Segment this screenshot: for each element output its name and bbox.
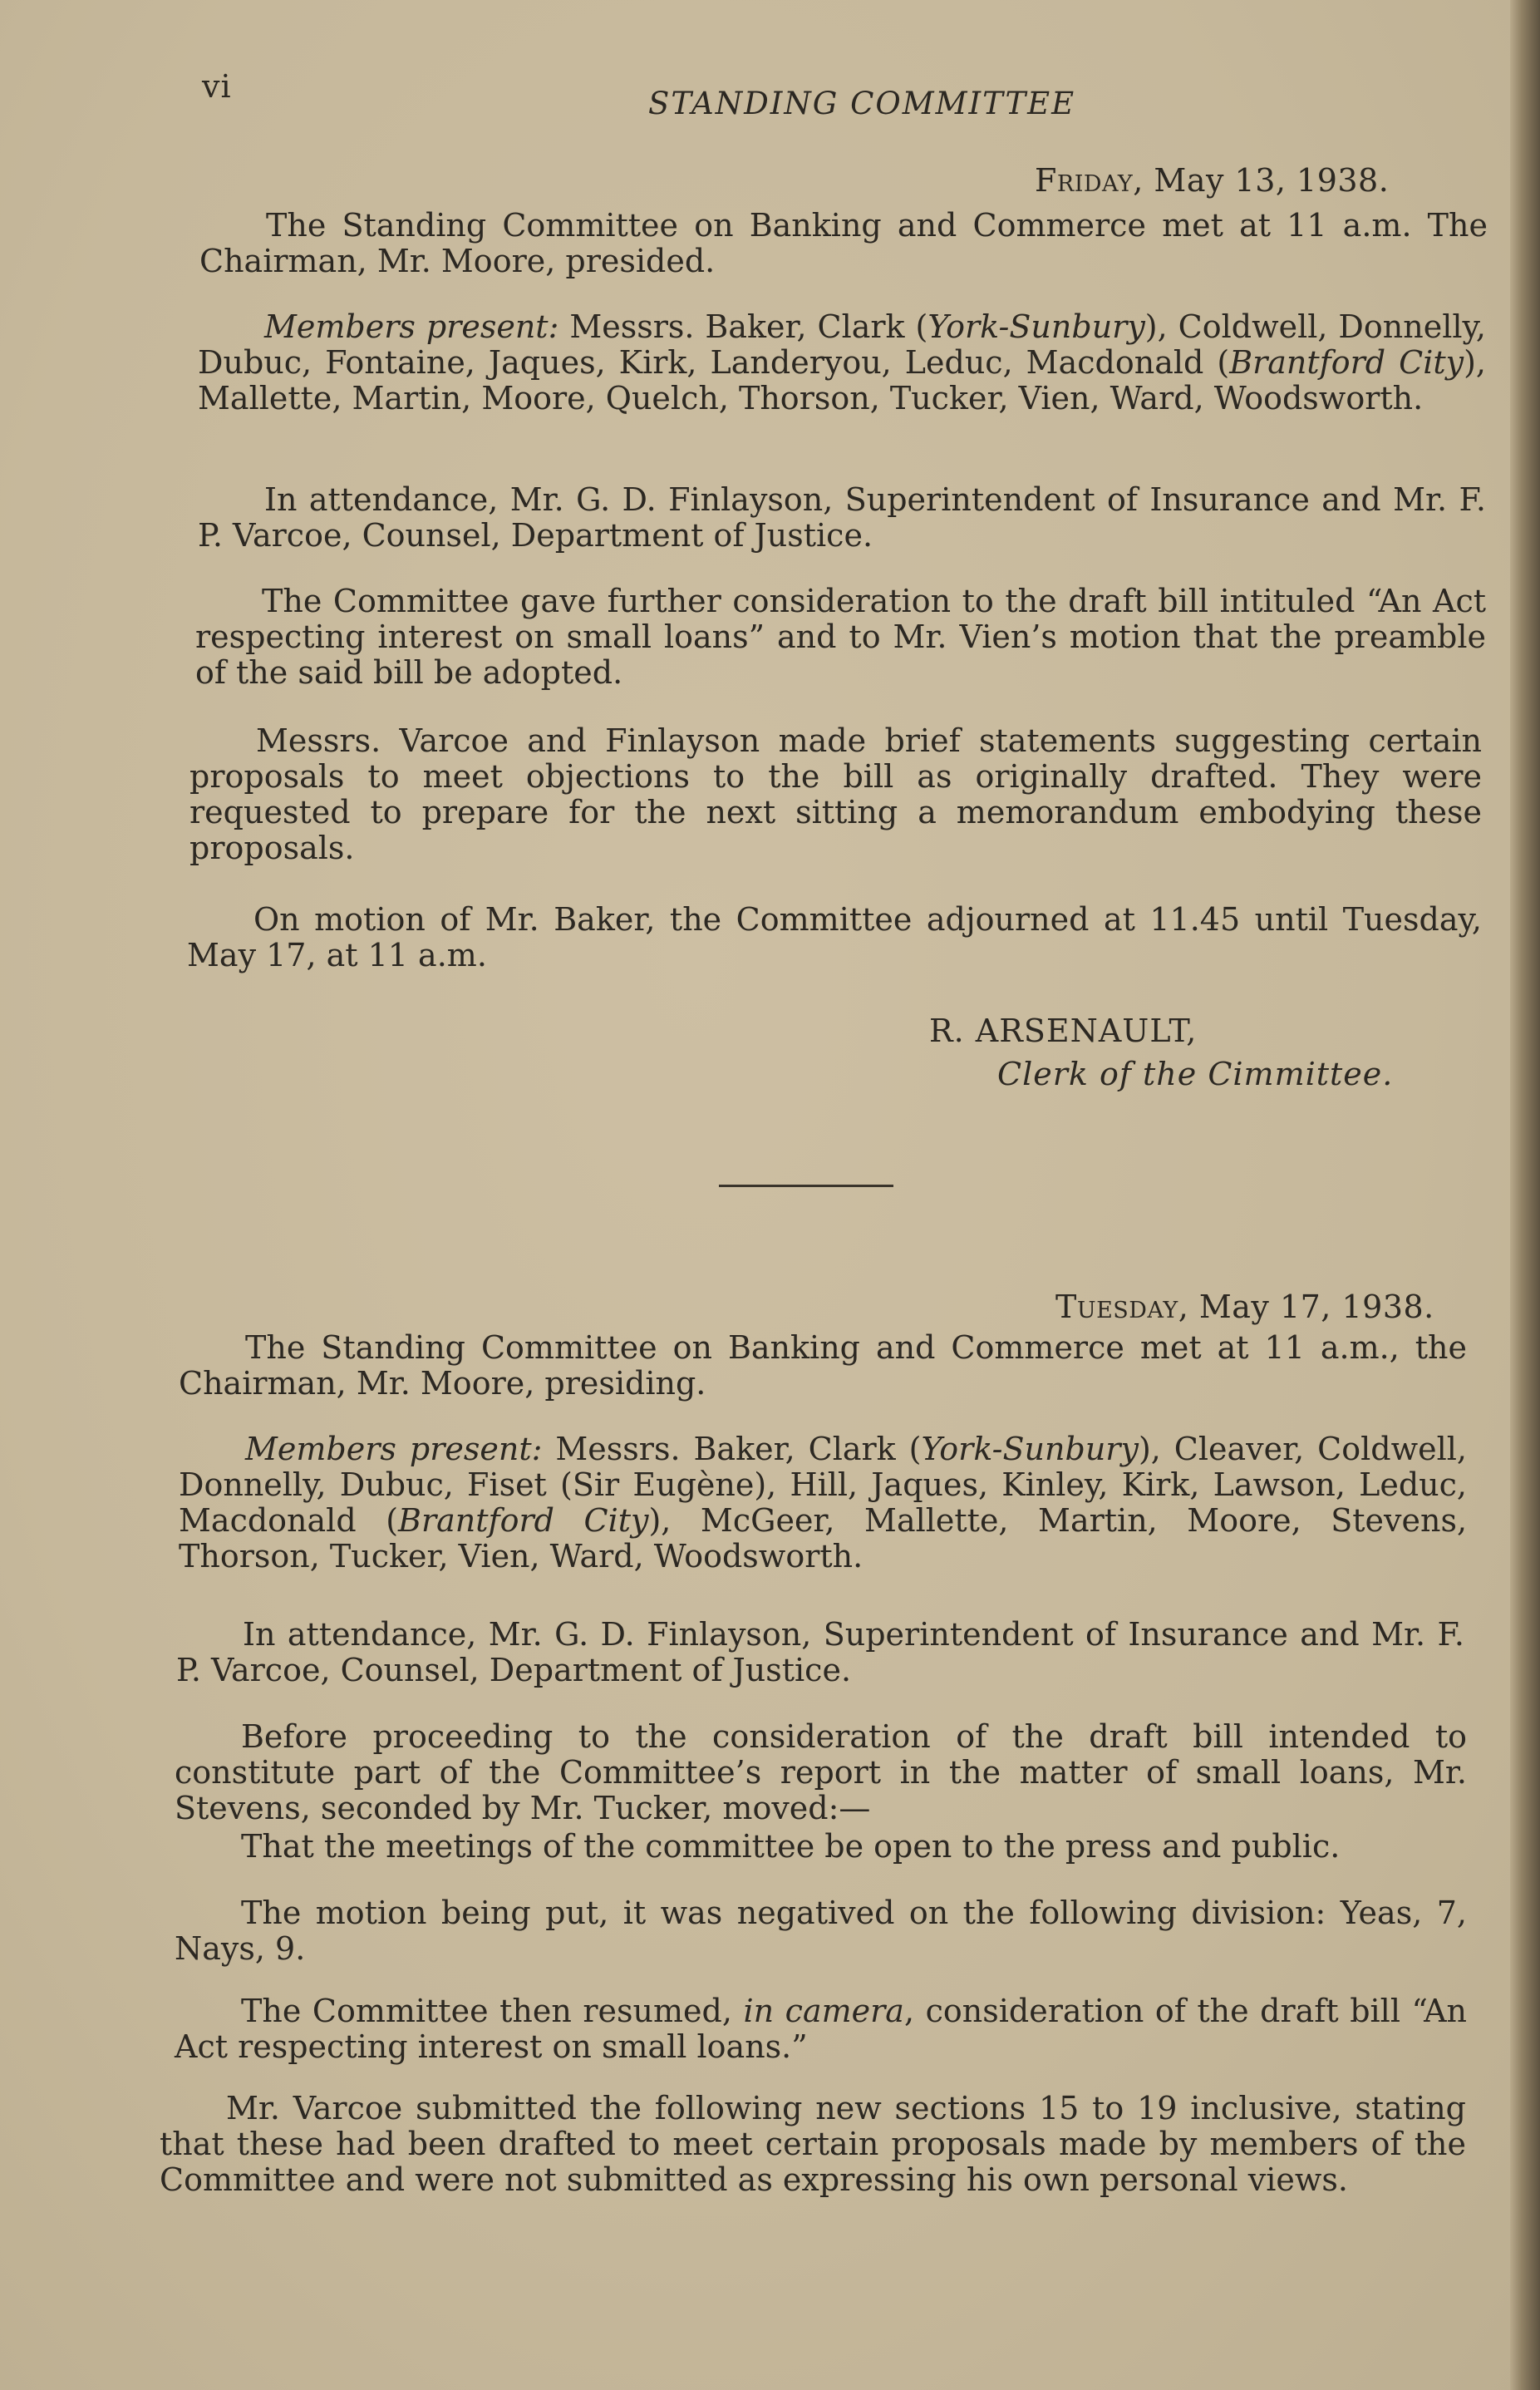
meeting2-members-riding2: Brantford City bbox=[398, 1502, 649, 1539]
section-divider bbox=[719, 1185, 893, 1187]
meeting2-proceeding: Before proceeding to the consideration of the draft bill intended to constitute part of the Committee’s report in the matter of small loans, Mr. Stevens, seconded by Mr. Tucker, moved:— bbox=[175, 1718, 1467, 1826]
meeting2-resumed-text-a: The Committee then resumed, bbox=[241, 1993, 744, 2029]
meeting1-members-text-a: Messrs. Baker, Clark ( bbox=[558, 308, 928, 345]
meeting1-statements: Messrs. Varcoe and Finlayson made brief statements suggesting certain proposals to meet objections to the bill as originally drafted. They were requested to prepare for the next sitting a memorandum embodying these proposals. bbox=[189, 722, 1482, 866]
meeting2-members bbox=[179, 1432, 1467, 1574]
meeting2-members-text-a: Messrs. Baker, Clark ( bbox=[542, 1431, 922, 1467]
meeting2-date-rest: , May 17, 1938. bbox=[1178, 1289, 1434, 1325]
meeting2-members-label: Members present: bbox=[245, 1431, 543, 1467]
meeting1-date-day: Friday bbox=[1035, 162, 1134, 199]
meeting1-consideration: The Committee gave further consideration to the draft bill intituled “An Act respecting interest on small loans” and to Mr. Vien’s motion that the preamble of the said bill be adopted. bbox=[195, 583, 1486, 691]
meeting2-resumed bbox=[175, 1993, 1467, 2065]
meeting2-submitted: Mr. Varcoe submitted the following new sections 15 to 19 inclusive, stating that these had been drafted to meet certain proposals made by members of the Committee and were not submitted as expressing his own personal views. bbox=[160, 2090, 1466, 2198]
book-spine-shadow bbox=[1510, 0, 1540, 2390]
meeting1-members-text-c: ), Mallette, Martin, Moore, Quelch, Thorson, Tucker, Vien, Ward, Woodsworth. bbox=[198, 344, 1487, 416]
meeting1-attendance: In attendance, Mr. G. D. Finlayson, Superintendent of Insurance and Mr. F. P. Varcoe, Counsel, Department of Justice. bbox=[198, 481, 1486, 554]
meeting1-members-text-b: ), Coldwell, Donnelly, Dubuc, Fontaine, Jaques, Kirk, Landeryou, Leduc, Macdonald ( bbox=[198, 308, 1487, 381]
meeting1-adjournment: On motion of Mr. Baker, the Committee adjourned at 11.45 until Tuesday, May 17, at 11 a.m. bbox=[187, 901, 1482, 973]
meeting1-date bbox=[1035, 162, 1389, 199]
meeting1-opening: The Standing Committee on Banking and Commerce met at 11 a.m. The Chairman, Mr. Moore, presided. bbox=[199, 207, 1488, 279]
signature-title: Clerk of the Cimmittee. bbox=[997, 1056, 1394, 1092]
signature-name: R. ARSENAULT, bbox=[929, 1013, 1198, 1049]
meeting2-resumed-text-b: , consideration of the draft bill “An Act respecting interest on small loans.” bbox=[175, 1993, 1467, 2065]
meeting2-members-text-c: ), McGeer, Mallette, Martin, Moore, Stevens, Thorson, Tucker, Vien, Ward, Woodsworth. bbox=[179, 1502, 1468, 1574]
meeting2-resumed-italic: in camera bbox=[743, 1993, 904, 2029]
meeting2-members-text-b: ), Cleaver, Coldwell, Donnelly, Dubuc, Fiset (Sir Eugène), Hill, Jaques, Kinley, Kirk, Lawson, Leduc, Macdonald ( bbox=[179, 1431, 1468, 1539]
meeting2-division: The motion being put, it was negatived on the following division: Yeas, 7, Nays, 9. bbox=[175, 1895, 1467, 1967]
running-head: STANDING COMMITTEE bbox=[648, 86, 1076, 121]
meeting2-attendance: In attendance, Mr. G. D. Finlayson, Superintendent of Insurance and Mr. F. P. Varcoe, Counsel, Department of Justice. bbox=[176, 1616, 1464, 1688]
page-number: vi bbox=[202, 68, 232, 105]
meeting1-members-riding1: York-Sunbury bbox=[927, 308, 1145, 345]
meeting1-date-rest: , May 13, 1938. bbox=[1133, 162, 1390, 199]
meeting2-opening: The Standing Committee on Banking and Commerce met at 11 a.m., the Chairman, Mr. Moore, presiding. bbox=[179, 1329, 1467, 1402]
meeting2-date bbox=[1055, 1289, 1434, 1325]
meeting2-motion: That the meetings of the committee be open to the press and public. bbox=[241, 1828, 1341, 1865]
meeting2-date-day: Tuesday bbox=[1055, 1289, 1178, 1325]
meeting1-members-riding2: Brantford City bbox=[1229, 344, 1464, 381]
meeting1-members bbox=[198, 309, 1486, 416]
meeting1-members-label: Members present: bbox=[264, 308, 559, 345]
meeting2-members-riding1: York-Sunbury bbox=[921, 1431, 1139, 1467]
